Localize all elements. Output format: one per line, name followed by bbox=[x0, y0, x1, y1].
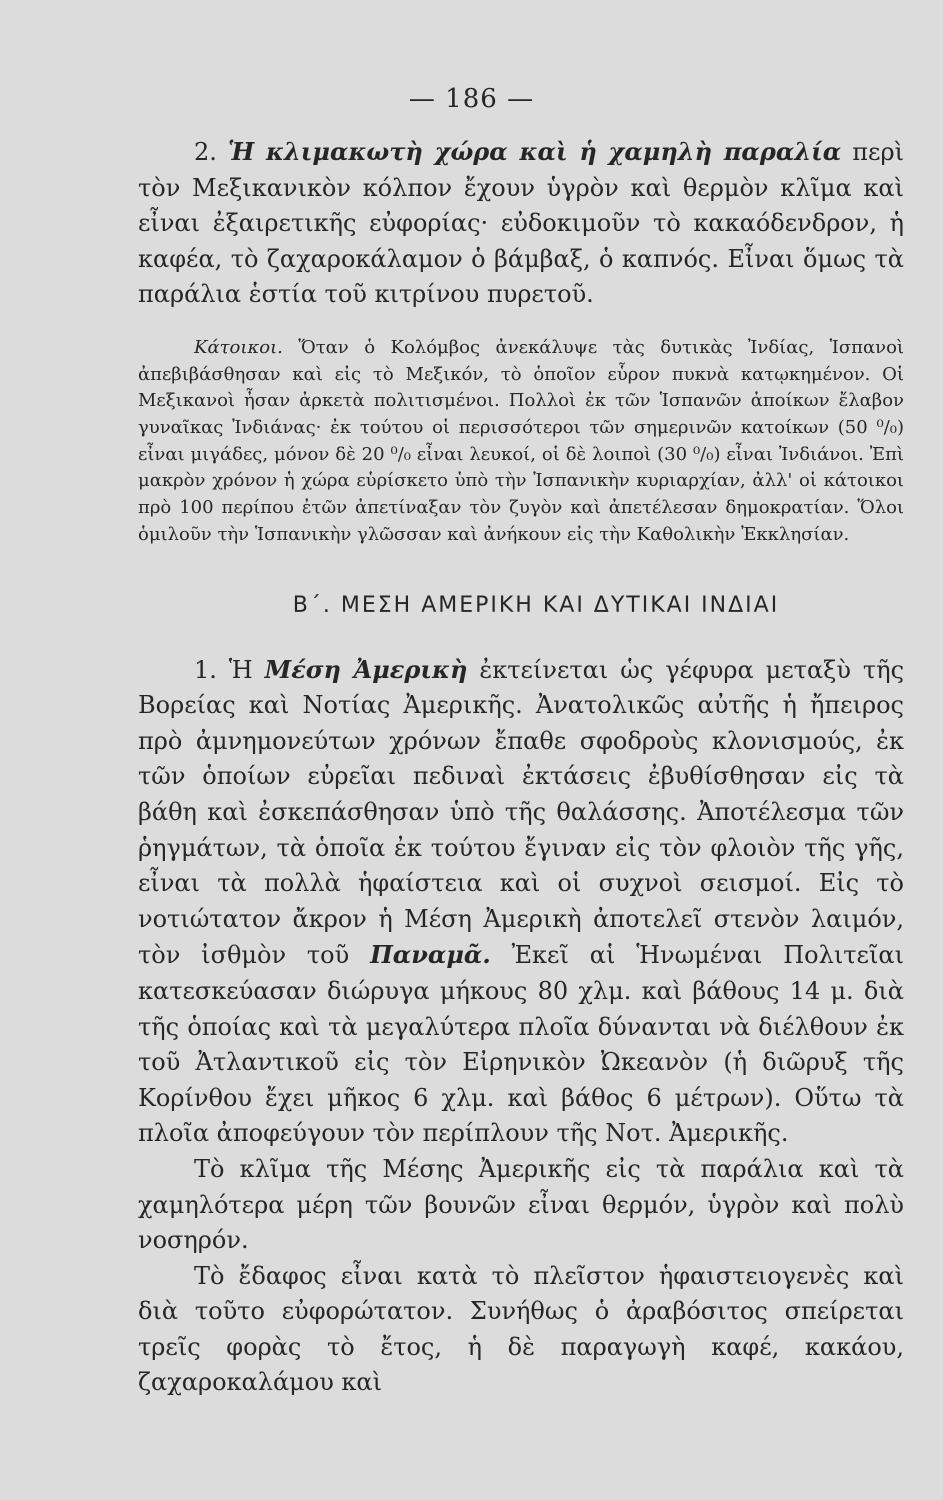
paragraph-climate: Τὸ κλῖμα τῆς Μέσης Ἀμερικῆς εἰς τὰ παράλια καὶ τὰ χαμηλότερα μέρη τῶν βουνῶν εἶναι θερμόν, ὑγρὸν καὶ πολὺ νοσηρόν. bbox=[138, 1154, 904, 1255]
section-title: Ἡ κλιμακωτὴ χώρα καὶ ἡ χαμηλὴ παραλία bbox=[227, 137, 842, 166]
page-body bbox=[138, 134, 904, 1401]
paragraph-text: Ὅταν ὁ Κολόμβος ἀνεκάλυψε τὰς δυτικὰς Ἰνδίας, Ἱσπανοὶ ἀπεβιβάσθησαν καὶ εἰς τὸ Μεξικόν, τὸ ὁποῖον εὗρον πυκνὰ κατῳκημένον. Οἱ Μεξικανοὶ ἦσαν ἀρκετὰ πολιτισμένοι. Πολλοὶ ἐκ τῶν Ἱσπανῶν ἀποίκων ἔλαβον γυναῖκας Ἰνδιάνας· ἐκ τούτου οἱ περισσότεροι τῶν σημερινῶν κατοίκων (50 ⁰/₀) εἶναι μιγάδες, μόνον δὲ 20 ⁰/₀ εἶναι λευκοί, οἱ δὲ λοιποὶ (30 ⁰/₀) εἶναι Ἰνδιάνοι. Ἐπὶ μακρὸν χρόνον ἡ χώρα εὑρίσκετο ὑπὸ τὴν Ἱσπανικὴν κυριαρχίαν, ἀλλ' οἱ κάτοικοι πρὸ 100 περίπου ἐτῶν ἀπετίναξαν τὸν ζυγὸν καὶ ἀπετέλεσαν δημοκρατίαν. Ὅλοι ὁμιλοῦν τὴν Ἱσπανικὴν γλῶσσαν καὶ ἀνήκουν εἰς τὴν Καθολικὴν Ἐκκλησίαν. bbox=[138, 336, 904, 545]
paragraph-text: περὶ τὸν Μεξικανικὸν κόλπον ἔχουν ὑγρὸν καὶ θερμὸν κλῖμα καὶ εἶναι ἐξαιρετικῆς εὐφορίας· εὐδοκιμοῦν τὸ κακαόδενδρον, ἡ καφέα, τὸ ζαχαροκάλαμον ὁ βάμβαξ, ὁ καπνός. Εἶναι ὅμως τὰ παράλια ἑστία τοῦ κιτρίνου πυρετοῦ. bbox=[138, 138, 905, 309]
chapter-heading: Β΄. ΜΕΣΗ ΑΜΕΡΙΚΗ ΚΑΙ ΔΥΤΙΚΑΙ ΙΝΔΙΑΙ bbox=[292, 592, 780, 618]
paragraph-text: ἐκτείνεται ὡς γέφυρα μεταξὺ τῆς Βορείας καὶ Νοτίας Ἀμερικῆς. Ἀνατολικῶς αὐτῆς ἡ ἤπειρος πρὸ ἀμνημονεύτων χρόνων ἔπαθε σφοδροὺς κλονισμούς, ἐκ τῶν ὁποίων εὐρεῖαι πεδιναὶ ἐκτάσεις ἐβυθίσθησαν εἰς τὰ βάθη καὶ ἐσκεπάσθησαν ὑπὸ τῆς θαλάσσης. Ἀποτέλεσμα τῶν ῥηγμάτων, τὰ ὁποῖα ἐκ τούτου ἔγιναν εἰς τὸν φλοιὸν τῆς γῆς, εἶναι τὰ πολλὰ ἡφαίστεια καὶ οἱ συχνοὶ σεισμοί. Εἰς τὸ νοτιώτατον ἄκρον ἡ Μέση Ἀμερικὴ ἀποτελεῖ στενὸν λαιμόν, τὸν ἰσθμὸν τοῦ bbox=[138, 655, 905, 970]
section-number: 2. bbox=[194, 138, 228, 166]
paragraph-climate-coast bbox=[138, 134, 904, 313]
section-number: 1. Ἡ bbox=[194, 655, 265, 684]
place-name-panama: Παναμᾶ. bbox=[370, 940, 491, 970]
paragraph-inhabitants bbox=[138, 335, 904, 549]
inhabitants-label: Κάτοικοι. bbox=[194, 336, 283, 358]
paragraph-central-america bbox=[138, 652, 904, 1152]
paragraph-text: Ἐκεῖ αἱ Ἡνωμέναι Πολιτεῖαι κατεσκεύασαν διώρυγα μήκους 80 χλμ. καὶ βάθους 14 μ. διὰ τῆς ὁποίας καὶ τὰ μεγαλύτερα πλοῖα δύνανται νὰ διέλθουν ἐκ τοῦ Ἀτλαντικοῦ εἰς τὸν Εἰρηνικὸν Ὠκεανὸν (ἡ διῶρυξ τῆς Κορίνθου ἔχει μῆκος 6 χλμ. καὶ βάθος 6 μέτρων). Οὕτω τὰ πλοῖα ἀποφεύγουν τὸν περίπλουν τῆς Νοτ. Ἀμερικῆς. bbox=[138, 941, 904, 1148]
page-number: — 186 — bbox=[408, 84, 535, 114]
section-title: Μέση Ἀμερικὴ bbox=[264, 654, 468, 684]
paragraph-soil: Τὸ ἔδαφος εἶναι κατὰ τὸ πλεῖστον ἡφαιστειογενὲς καὶ διὰ τοῦτο εὐφορώτατον. Συνήθως ὁ ἀραβόσιτος σπείρεται τρεῖς φορὰς τὸ ἔτος, ἡ δὲ παραγωγὴ καφέ, κακάου, ζαχαροκαλάμου καὶ bbox=[138, 1261, 904, 1397]
